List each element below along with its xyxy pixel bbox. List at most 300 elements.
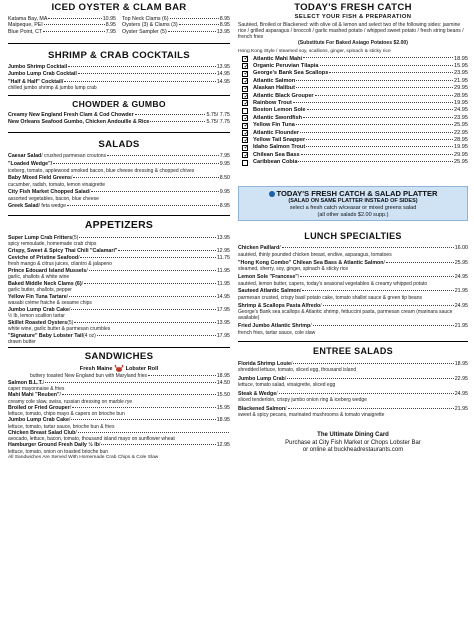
menu-item-line: [8, 119, 230, 125]
item-note: /: [98, 442, 101, 449]
item-desc: cucumber, radish, tomato, lemon vinaigrette: [8, 181, 105, 188]
fish-price: 24.95: [454, 107, 468, 114]
fish-name: Atlantic Black Grouper: [253, 92, 314, 99]
fish-option[interactable]: [242, 115, 468, 122]
item-name: Super Lump Crab Fritters: [8, 234, 73, 241]
leader-dots: [80, 257, 216, 258]
leader-dots: [300, 276, 454, 277]
sandwiches-list: [8, 380, 230, 455]
item-desc: iceberg, tomato, applewood smoked bacon, blue cheese dressing & chopped chives: [8, 167, 195, 174]
shrimp-title: SHRIMP & CRAB COCKTAILS: [48, 50, 190, 62]
item-price: 13.95: [216, 319, 230, 326]
item-note: /: [59, 392, 61, 399]
item-price: 5.75/ 7.75: [206, 119, 230, 126]
leader-dots: [303, 57, 453, 58]
fish-option[interactable]: [242, 93, 468, 100]
item-desc: white wine, garlic butter & parmesan crumbles: [8, 326, 111, 333]
fish-name: Boston Lemon Sole: [253, 107, 306, 114]
item-price: 11.95: [217, 280, 230, 287]
menu-item-line: [8, 112, 230, 118]
fish-option[interactable]: [242, 144, 468, 151]
divider: [8, 43, 230, 44]
menu-item: [8, 175, 230, 188]
item-name: Baby Mixed Field Greens: [8, 175, 71, 182]
leader-dots: [45, 382, 216, 383]
leader-dots: [313, 325, 454, 326]
item-price: 17.95: [216, 306, 230, 313]
leader-dots: [386, 262, 454, 263]
item-name: "Half & Half" Cocktail/: [8, 78, 64, 85]
item-note: /: [66, 293, 69, 300]
leader-dots: [170, 18, 219, 19]
item-price: 18.95: [454, 360, 468, 367]
leader-dots: [97, 335, 216, 336]
item-price: 5.75/ 7.75: [206, 111, 230, 118]
platter-box: [238, 186, 468, 221]
fish-price: 22.95: [454, 129, 468, 136]
item-price: 8.50: [219, 175, 230, 182]
leader-dots: [91, 191, 218, 192]
platter-title: [243, 189, 463, 198]
leader-dots: [79, 237, 215, 238]
item-note: /: [285, 405, 287, 412]
menu-item-line: [8, 203, 230, 209]
menu-item: [238, 406, 468, 419]
leader-dots: [293, 102, 453, 103]
leader-dots: [73, 177, 218, 178]
item-price: 12.95: [216, 442, 230, 449]
fish-price: 19.95: [454, 100, 468, 106]
item-name: Sauteed Atlantic Salmon: [238, 288, 300, 295]
leader-dots: [89, 270, 216, 271]
menu-item: [8, 161, 230, 174]
fish-price: 15.95: [454, 62, 468, 69]
menu-item: [8, 294, 230, 307]
platter-title-text: TODAY'S FRESH CATCH & SALAD PLATTER: [276, 189, 438, 199]
item-name: Florida Shrimp Louie: [238, 360, 291, 367]
item-price: 10.95: [102, 15, 116, 22]
item-name: Top Neck Clams (6): [122, 15, 169, 22]
raw-bar-title: ICED OYSTER & CLAM BAR: [51, 2, 187, 13]
item-desc: drawn butter: [8, 339, 36, 346]
item-price: 8.95: [219, 15, 230, 22]
lobster-icon: [114, 364, 124, 373]
divider: [8, 132, 230, 133]
appetizers-title: APPETIZERS: [84, 219, 154, 231]
divider: [8, 215, 230, 216]
menu-item: [8, 79, 230, 92]
item-price: 9.95: [219, 189, 230, 196]
item-name: Ceviche of Pristine Seafood: [8, 254, 79, 261]
item-price: 21.95: [454, 288, 468, 295]
menu-item: [238, 245, 468, 258]
item-price: 22.95: [454, 375, 468, 382]
item-note: /: [86, 267, 88, 274]
item-desc: sautéed, lemon butter, capers, today's seasonal vegetables & creamy whipped potato: [238, 280, 428, 287]
menu-item: [8, 203, 230, 209]
fish-name: Alaskan Halibut: [253, 85, 295, 92]
fish-option[interactable]: [242, 159, 468, 166]
item-note: /: [68, 306, 71, 313]
checked-box-icon[interactable]: [242, 100, 248, 106]
item-name: Salmon B.L.T.: [8, 379, 43, 386]
menu-item-line: [8, 248, 230, 254]
item-price: 13.95: [216, 234, 230, 241]
leader-dots: [78, 73, 216, 74]
fish-name: Yellow Fin Tuna: [253, 122, 295, 129]
menu-item: [8, 417, 230, 430]
dining-card-line1: Purchase at City Fish Market or Chops Lobster Bar: [285, 439, 421, 446]
fish-option[interactable]: [242, 130, 468, 137]
leader-dots: [69, 296, 216, 297]
leader-dots: [150, 121, 205, 122]
menu-item: [8, 307, 230, 320]
divider: [8, 347, 230, 348]
salads-list: [8, 153, 230, 210]
menu-item: [8, 380, 230, 393]
leader-dots: [303, 117, 453, 118]
leader-dots: [282, 247, 454, 248]
entree-title: ENTREE SALADS: [313, 345, 393, 356]
item-price: 11.75: [217, 254, 230, 261]
lobster-roll-desc: buttery toasted New England bun with Maryland fries: [30, 373, 148, 380]
item-note: /: [42, 379, 45, 386]
item-name: "Hong Kong Combo" Chilean Sea Bass & Atlantic Salmon: [238, 259, 384, 266]
item-name: Shrimp & Scallops Pasta Alfredo: [238, 302, 321, 309]
menu-item: [8, 235, 230, 248]
raw-bar-item: [122, 29, 230, 35]
dining-card-title: The Ultimate Dining Card: [317, 432, 389, 439]
item-name: Katama Bay, MA: [8, 15, 48, 22]
fish-option[interactable]: [242, 85, 468, 92]
item-desc: sweet & spicy pecans, marinated mushrooms & tomato vinaigrette: [238, 412, 385, 419]
leader-dots: [84, 283, 216, 284]
item-price: 14.95: [216, 71, 230, 78]
lunch-title: LUNCH SPECIALTIES: [304, 231, 402, 242]
item-name: Blackened Salmon: [238, 405, 286, 412]
checked-box-icon[interactable]: [242, 152, 248, 158]
leader-dots: [279, 393, 454, 394]
leader-dots: [168, 31, 216, 32]
item-name: Jumbo Lump Crab Cake: [8, 306, 69, 313]
item-desc: parmesan crusted, crispy basil potato cake, tomato shallot sauce & green tip beans: [238, 294, 422, 301]
fish-price: 28.95: [454, 137, 468, 144]
item-name: Chicken Paillard: [238, 245, 280, 252]
menu-item-line: [8, 153, 230, 159]
dining-card: [238, 432, 468, 454]
leader-dots: [71, 419, 215, 420]
platter-sub: (SALAD ON SAME PLATTER INSTEAD OF SIDES): [288, 198, 418, 205]
fish-price: 19.95: [454, 144, 468, 151]
item-price: 14.95: [216, 293, 230, 300]
item-name: Oysters (3) & Clams (3): [122, 22, 178, 29]
item-note: /: [383, 259, 385, 266]
item-note: /: [88, 189, 91, 196]
fish-option[interactable]: [242, 122, 468, 129]
item-desc: avocado, lettuce, bacon, tomato, thousand island mayo on sunflower wheat: [8, 436, 175, 443]
item-name: Crispy, Sweet & Spicy Thai Chili "Calamari": [8, 247, 118, 254]
item-desc: shredded lettuce, tomato, sliced egg, thousand island: [238, 367, 357, 374]
item-price: 13.95: [216, 28, 230, 35]
menu-item: [8, 281, 230, 294]
item-name: Hamburger Ground Fresh Daily ½ lb: [8, 442, 99, 449]
item-price: 17.95: [216, 332, 230, 339]
item-price: 12.95: [216, 247, 230, 254]
leader-dots: [53, 163, 219, 164]
fish-name: Organic Peruvian Tilapia: [253, 62, 319, 69]
item-name: Broiled or Fried Grouper: [8, 404, 70, 411]
left-column: [8, 0, 230, 461]
leader-dots: [135, 114, 206, 115]
item-note: /: [297, 274, 300, 281]
item-name: Prince Edouard Island Mussels: [8, 267, 87, 274]
item-name: Steak & Wedge: [238, 390, 277, 397]
item-desc: assorted vegetables, bacon, blue cheese: [8, 195, 99, 202]
item-price: 11.95: [217, 267, 230, 274]
fish-option[interactable]: [242, 137, 468, 144]
fish-option[interactable]: [242, 100, 468, 107]
item-note: /: [276, 390, 278, 397]
fish-price: 29.95: [454, 85, 468, 92]
leader-dots: [74, 322, 215, 323]
item-note: /: [69, 404, 72, 411]
item-name: Mahi Mahi "Reuben": [8, 392, 60, 399]
fish-price: 23.95: [454, 114, 468, 121]
fish-name: Caribbean Cobia: [253, 159, 298, 166]
sandwich-footer: All Sandwiches Are Served With Homemade Crab Chips & Cole Slaw: [8, 454, 159, 460]
item-name: "Loaded Wedge"/: [8, 161, 53, 168]
menu-item: [238, 274, 468, 287]
item-note: / crushed parmesan croutons: [41, 153, 107, 160]
item-note: /: [299, 288, 302, 295]
fish-price: 23.95: [454, 70, 468, 77]
chowder-title: CHOWDER & GUMBO: [72, 99, 166, 110]
platter-line1: select a fresh catch w/ceasar or mixed greens salad: [289, 205, 417, 212]
menu-item-line: [8, 71, 230, 77]
fish-option[interactable]: [242, 107, 468, 114]
right-column: [238, 0, 468, 454]
checkbox-icon[interactable]: [242, 160, 248, 166]
fish-option[interactable]: [242, 63, 468, 70]
item-note: (5): [72, 234, 79, 241]
leader-dots: [179, 24, 219, 25]
item-desc: creamy cole slaw, swiss, russian dressing on marble rye: [8, 398, 133, 405]
fish-price: 25.95: [454, 159, 468, 166]
item-price: 13.95: [216, 63, 230, 70]
fish-price: 29.95: [454, 151, 468, 158]
item-price: 14.50: [216, 379, 230, 386]
item-name: "Signature" Baby Lobster Tail: [8, 332, 83, 339]
fish-option[interactable]: [242, 70, 468, 77]
fish-list: [238, 56, 468, 167]
item-note: /: [279, 245, 281, 252]
raw-bar-item: [8, 29, 116, 35]
item-price: 7.95: [105, 28, 116, 35]
fish-name: Yellow Tail Snapper: [253, 137, 306, 144]
item-note: /: [68, 417, 71, 424]
leader-dots: [62, 394, 216, 395]
leader-dots: [293, 363, 453, 364]
catch-subtitle: SELECT YOUR FISH & PREPARATION: [294, 13, 412, 20]
leader-dots: [320, 65, 454, 66]
leader-dots: [44, 24, 105, 25]
leader-dots: [300, 132, 453, 133]
leader-dots: [71, 309, 215, 310]
item-desc: lettuce, tomato salad, vinaigrette, sliced egg: [238, 382, 336, 389]
item-name: Creamy New England Fresh Clam & Cod Chowder: [8, 111, 134, 118]
item-name: Jumbo Lump Crab Cocktail: [8, 71, 77, 78]
lunch-list: [238, 245, 468, 335]
menu-item: [8, 405, 230, 418]
leader-dots: [315, 95, 453, 96]
fish-name: Rainbow Trout: [253, 100, 292, 106]
item-name: New Orleans Seafood Gumbo, Chicken Andouille & Rice: [8, 119, 150, 126]
fish-price: 28.95: [454, 92, 468, 99]
fish-option[interactable]: [242, 152, 468, 159]
bullet-icon: [269, 191, 275, 197]
menu-item: [8, 392, 230, 405]
entree-list: [238, 361, 468, 419]
leader-dots: [68, 66, 216, 67]
lobster-roll-price: 18.95: [216, 373, 230, 380]
fish-option[interactable]: [242, 78, 468, 85]
leader-dots: [78, 432, 229, 433]
item-desc: sautéed, thinly pounded chicken breast, endive, asparagus, tomatoes: [238, 251, 392, 258]
leader-dots: [48, 18, 101, 19]
item-desc: chilled jumbo shrimp & jumbo lump crab: [8, 85, 97, 92]
fish-option[interactable]: [242, 56, 468, 63]
menu-item: [8, 320, 230, 333]
item-price: 18.95: [216, 417, 230, 424]
leader-dots: [64, 81, 215, 82]
item-desc: ½ lb, lemon scallion tartar: [8, 313, 65, 320]
item-note: /: [71, 175, 73, 182]
menu-item: [8, 333, 230, 346]
fish-name: George's Bank Sea Scallops: [253, 70, 329, 77]
leader-dots: [101, 444, 215, 445]
item-desc: steamed, sherry, soy, ginger, spinach & sticky rice: [238, 266, 349, 273]
menu-item: [8, 64, 230, 70]
item-desc: lettuce, tomato, tartar sauce, brioche bun & fries: [8, 423, 115, 430]
item-name: Lemon Sole "Francese": [238, 274, 298, 281]
menu-item: [8, 255, 230, 268]
item-note: /: [78, 254, 80, 261]
item-note: /: [284, 375, 287, 382]
leader-dots: [329, 72, 453, 73]
sandwiches-title: SANDWICHES: [84, 351, 154, 363]
leader-dots: [67, 205, 219, 206]
menu-item-line: [8, 64, 230, 70]
fish-price: 25.95: [454, 122, 468, 129]
catch-intro-text: Sautéed, Broiled or Blackened: with olive oil & lemon and select two of the following sides: jasmine rice / grilled asparagus / broccoli / garlic mashed potato / whipped sweet potato / fresh string beans / french fries: [238, 21, 464, 41]
item-desc: fresh mango & citrus juices, cilantro & jalapeno: [8, 261, 112, 267]
item-price: 24.95: [454, 274, 468, 281]
item-price: 7.95: [219, 153, 230, 160]
fish-name: Idaho Salmon Trout: [253, 144, 306, 151]
menu-item: [8, 119, 230, 125]
leader-dots: [287, 378, 454, 379]
item-name: Baked Middle Neck Clams (6): [8, 280, 82, 287]
item-name: Oyster Sampler (5): [122, 28, 167, 35]
appetizers-list: [8, 235, 230, 346]
leader-dots: [296, 87, 453, 88]
item-name: Greek Salad: [8, 203, 39, 210]
item-name: Fried Jumbo Atlantic Shrimp: [238, 323, 311, 330]
leader-dots: [118, 250, 215, 251]
divider: [238, 341, 468, 342]
item-note: /: [75, 429, 77, 436]
salads-title: SALADS: [98, 138, 140, 150]
item-note: / feta wedge: [38, 203, 66, 210]
item-note: /: [290, 360, 293, 367]
menu-item: [238, 376, 468, 389]
menu-item: [8, 248, 230, 254]
item-note: /: [310, 323, 312, 330]
item-name: Jumbo Shrimp Cocktail: [8, 63, 68, 70]
leader-dots: [302, 290, 453, 291]
fish-name: Atlantic Flounder: [253, 129, 299, 136]
item-price: 14.95: [216, 78, 230, 85]
hk-style: Hong Kong Style / steamed soy, scallions, ginger, spinach & sticky rice: [238, 48, 391, 54]
item-price: 21.95: [454, 405, 468, 412]
item-price: 16.00: [454, 245, 468, 252]
item-note: /: [81, 280, 83, 287]
menu-item: [8, 430, 230, 443]
menu-item: [238, 303, 468, 322]
catch-title: TODAY'S FRESH CATCH: [294, 2, 412, 13]
leader-dots: [306, 146, 453, 147]
item-desc: George's Bank sea scallops & Atlantic shrimp, fettuccini pasta, parmesan cream (marinara sauce available): [238, 309, 453, 322]
item-name: City Fish Market Chopped Salad: [8, 189, 89, 196]
leader-dots: [107, 155, 219, 156]
leader-dots: [296, 124, 453, 125]
lobster-roll-name-2: Lobster Roll: [125, 366, 159, 373]
item-desc: lettuce, tomato, onion on toasted brioche bun: [8, 448, 109, 455]
menu-item: [8, 71, 230, 77]
item-price: 21.95: [454, 323, 468, 330]
item-name: Caesar Salad: [8, 153, 42, 160]
item-price: 8.95: [219, 22, 230, 29]
item-name: Skillet Roasted Oysters: [8, 319, 68, 326]
item-price: 8.95: [219, 203, 230, 210]
item-desc: garlic, shallots & white wine: [8, 274, 70, 281]
item-desc: sliced tenderloin, crispy jumbo onion ring & iceberg wedge: [238, 397, 367, 404]
menu-item: [238, 260, 468, 273]
item-desc: garlic butter, shallots, pepper: [8, 287, 72, 294]
item-desc: caper mayonnaise & fries: [8, 385, 65, 392]
dining-card-line2: or online at buckheadrestaurants.com: [302, 447, 404, 454]
item-name: Chicken Breast Salad Club: [8, 429, 76, 436]
menu-item: [238, 288, 468, 301]
leader-dots: [43, 31, 105, 32]
leader-dots: [298, 161, 453, 162]
divider: [8, 95, 230, 96]
fish-price: 18.95: [454, 55, 468, 62]
item-note: /: [320, 302, 322, 309]
lobster-roll: [8, 364, 230, 373]
item-name: Yellow Fin Tuna Tartare: [8, 293, 67, 300]
menu-item: [238, 323, 468, 336]
item-desc: wasabi crème fraiche & sesame chips: [8, 300, 92, 307]
chowder-list: [8, 112, 230, 126]
fish-name: Atlantic Swordfish: [253, 114, 303, 121]
menu-item: [8, 153, 230, 159]
leader-dots: [288, 408, 454, 409]
item-price: 15.95: [216, 404, 230, 411]
platter-line2: (all other salads $2.00 supp.): [317, 211, 389, 218]
item-price: 24.95: [454, 302, 468, 309]
item-name: Malpeque, PEI: [8, 22, 43, 29]
